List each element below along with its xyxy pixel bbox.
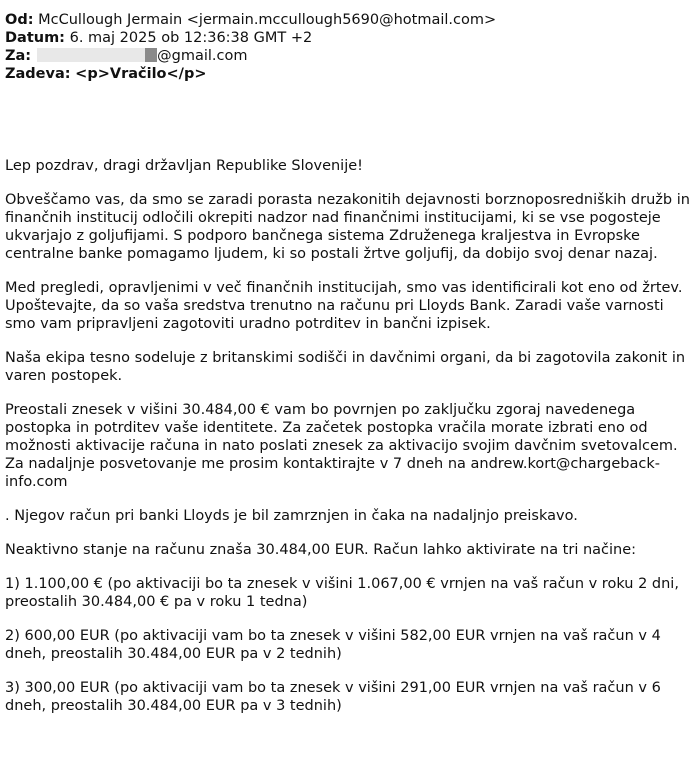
- body-paragraph: Neaktivno stanje na računu znaša 30.484,00 EUR. Račun lahko aktivirate na tri načine:: [5, 542, 637, 558]
- option-paragraph: 1) 1.100,00 € (po aktivaciji bo ta znesek v višini 1.067,00 € vrnjen na vaš račun v roku 2 dni, preostalih 30.484,00 € pa v roku 1 tedna): [5, 576, 679, 610]
- body-paragraph: Med pregledi, opravljenimi v več finančnih institucijah, smo vas identificirali kot eno od žrtev. Upoštevajte, da so vaša sredstva trenutno na računu pri Lloyds Bank. Zaradi vaše varnosti smo vam pripravljeni zagotoviti uradno potrditev in bančni izpisek.: [5, 280, 683, 332]
- to-label: Za:: [5, 48, 32, 64]
- date-line: [5, 29, 691, 47]
- from-line: [5, 11, 691, 29]
- subject-line: [5, 65, 691, 83]
- greeting-paragraph: Lep pozdrav, dragi državljan Republike Slovenije!: [5, 158, 363, 174]
- email-body: [5, 157, 691, 731]
- option-paragraph: 2) 600,00 EUR (po aktivaciji vam bo ta znesek v višini 582,00 EUR vrnjen na vaš račun v 4 dneh, preostalih 30.484,00 EUR pa v 2 tednih): [5, 628, 661, 662]
- subject-label: Zadeva:: [5, 66, 71, 82]
- option-paragraph: 3) 300,00 EUR (po aktivaciji vam bo ta znesek v višini 291,00 EUR vrnjen na vaš račun v 6 dneh, preostalih 30.484,00 EUR pa v 3 tednih): [5, 680, 661, 714]
- date-value: 6. maj 2025 ob 12:36:38 GMT +2: [69, 30, 313, 46]
- to-line: [5, 47, 691, 65]
- date-label: Datum:: [5, 30, 65, 46]
- body-paragraph: Preostali znesek v višini 30.484,00 € vam bo povrnjen po zaključku zgoraj navedenega postopka in potrditev vaše identitete. Za začetek postopka vračila morate izbrati eno od možnosti aktivacije računa in nato poslati znesek za aktivacijo svojim davčnim svetovalcem. Za nadaljnje posvetovanje me prosim kontaktirajte v 7 dneh na andrew.kort@chargeback-info.com: [5, 402, 678, 490]
- body-paragraph: Naša ekipa tesno sodeluje z britanskimi sodišči in davčnimi organi, da bi zagotovila zakonit in varen postopek.: [5, 350, 686, 384]
- to-value-suffix[interactable]: @gmail.com: [157, 48, 248, 64]
- redacted-block-dark: [145, 48, 157, 62]
- subject-value: <p>Vračilo</p>: [75, 66, 207, 82]
- from-label: Od:: [5, 12, 34, 28]
- from-value[interactable]: McCullough Jermain <jermain.mccullough5690@hotmail.com>: [38, 12, 497, 28]
- body-paragraph: Obveščamo vas, da smo se zaradi porasta nezakonitih dejavnosti borznoposredniških družb in finančnih institucij odločili okrepiti nadzor nad finančnimi institucijami, ki se vse pogosteje ukvarjajo z goljufijami. S podporo bančnega sistema Združenega kraljestva in Evropske centralne banke pomagamo ljudem, ki so postali žrtve goljufij, da dobijo svoj denar nazaj.: [5, 192, 690, 262]
- redacted-block-light: [37, 48, 145, 62]
- body-paragraph: . Njegov račun pri banki Lloyds je bil zamrznjen in čaka na nadaljnjo preiskavo.: [5, 508, 578, 524]
- email-header: [5, 11, 691, 83]
